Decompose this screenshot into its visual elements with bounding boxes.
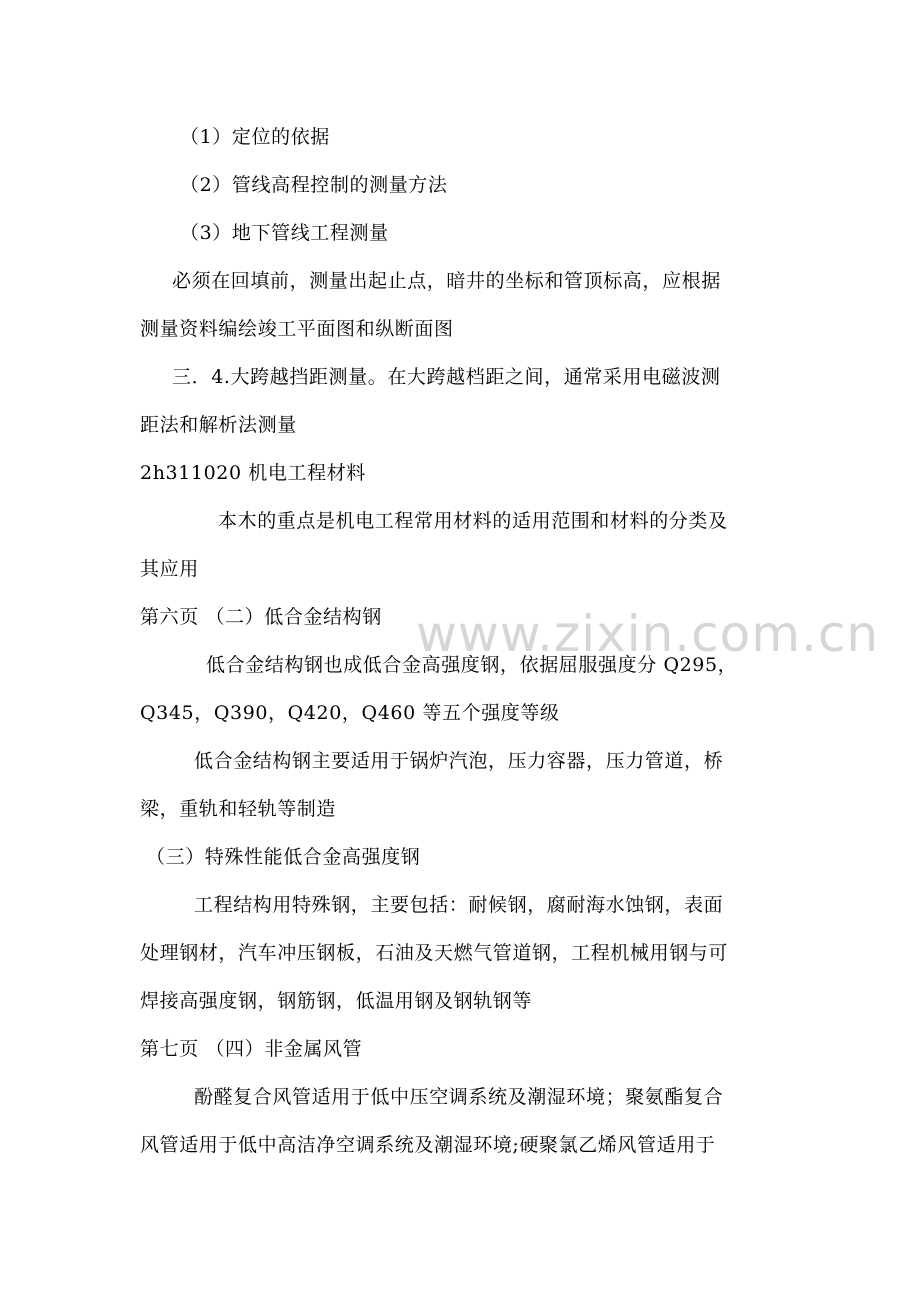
text-line: 焊接高强度钢，钢筋钢，低温用钢及钢轨钢等	[140, 990, 533, 1012]
text-line: 风管适用于低中高洁净空调系统及潮湿环境;硬聚氯乙烯风管适用于	[140, 1134, 716, 1156]
section-heading: 第七页 （四）非金属风管	[140, 1038, 363, 1060]
text-line: 处理钢材，汽车冲压钢板，石油及天燃气管道钢，工程机械用钢与可	[140, 942, 729, 964]
text-line: 三．4.大跨越挡距测量。在大跨越档距之间，通常采用电磁波测	[172, 366, 721, 388]
text-line: 梁，重轨和轻轨等制造	[140, 798, 337, 820]
text-line: 必须在回填前，测量出起止点，暗井的坐标和管顶标高，应根据	[172, 270, 721, 292]
watermark: www.zixin.com.cn	[416, 605, 880, 663]
section-heading: 第六页 （二）低合金结构钢	[140, 606, 382, 628]
text-line: 距法和解析法测量	[140, 414, 297, 436]
text-line: （2）管线高程控制的测量方法	[180, 174, 448, 196]
text-line: 低合金结构钢也成低合金高强度钢，依据屈服强度分 Q295，	[206, 654, 738, 676]
section-heading: 2h311020 机电工程材料	[140, 462, 366, 484]
text-line: 其应用	[140, 558, 199, 580]
text-line: 本木的重点是机电工程常用材料的适用范围和材料的分类及	[218, 510, 728, 532]
text-line: 低合金结构钢主要适用于锅炉汽泡，压力容器，压力管道，桥	[194, 750, 724, 772]
text-line: 工程结构用特殊钢，主要包括：耐候钢，腐耐海水蚀钢，表面	[194, 894, 724, 916]
text-line: （3）地下管线工程测量	[180, 222, 389, 244]
text-line: Q345，Q390，Q420，Q460 等五个强度等级	[140, 702, 560, 724]
text-line: 酚醛复合风管适用于低中压空调系统及潮湿环境；聚氨酯复合	[194, 1086, 724, 1108]
text-line: （1）定位的依据	[180, 126, 330, 148]
section-heading: （三）特殊性能低合金高强度钢	[146, 846, 421, 868]
text-line: 测量资料编绘竣工平面图和纵断面图	[140, 318, 454, 340]
